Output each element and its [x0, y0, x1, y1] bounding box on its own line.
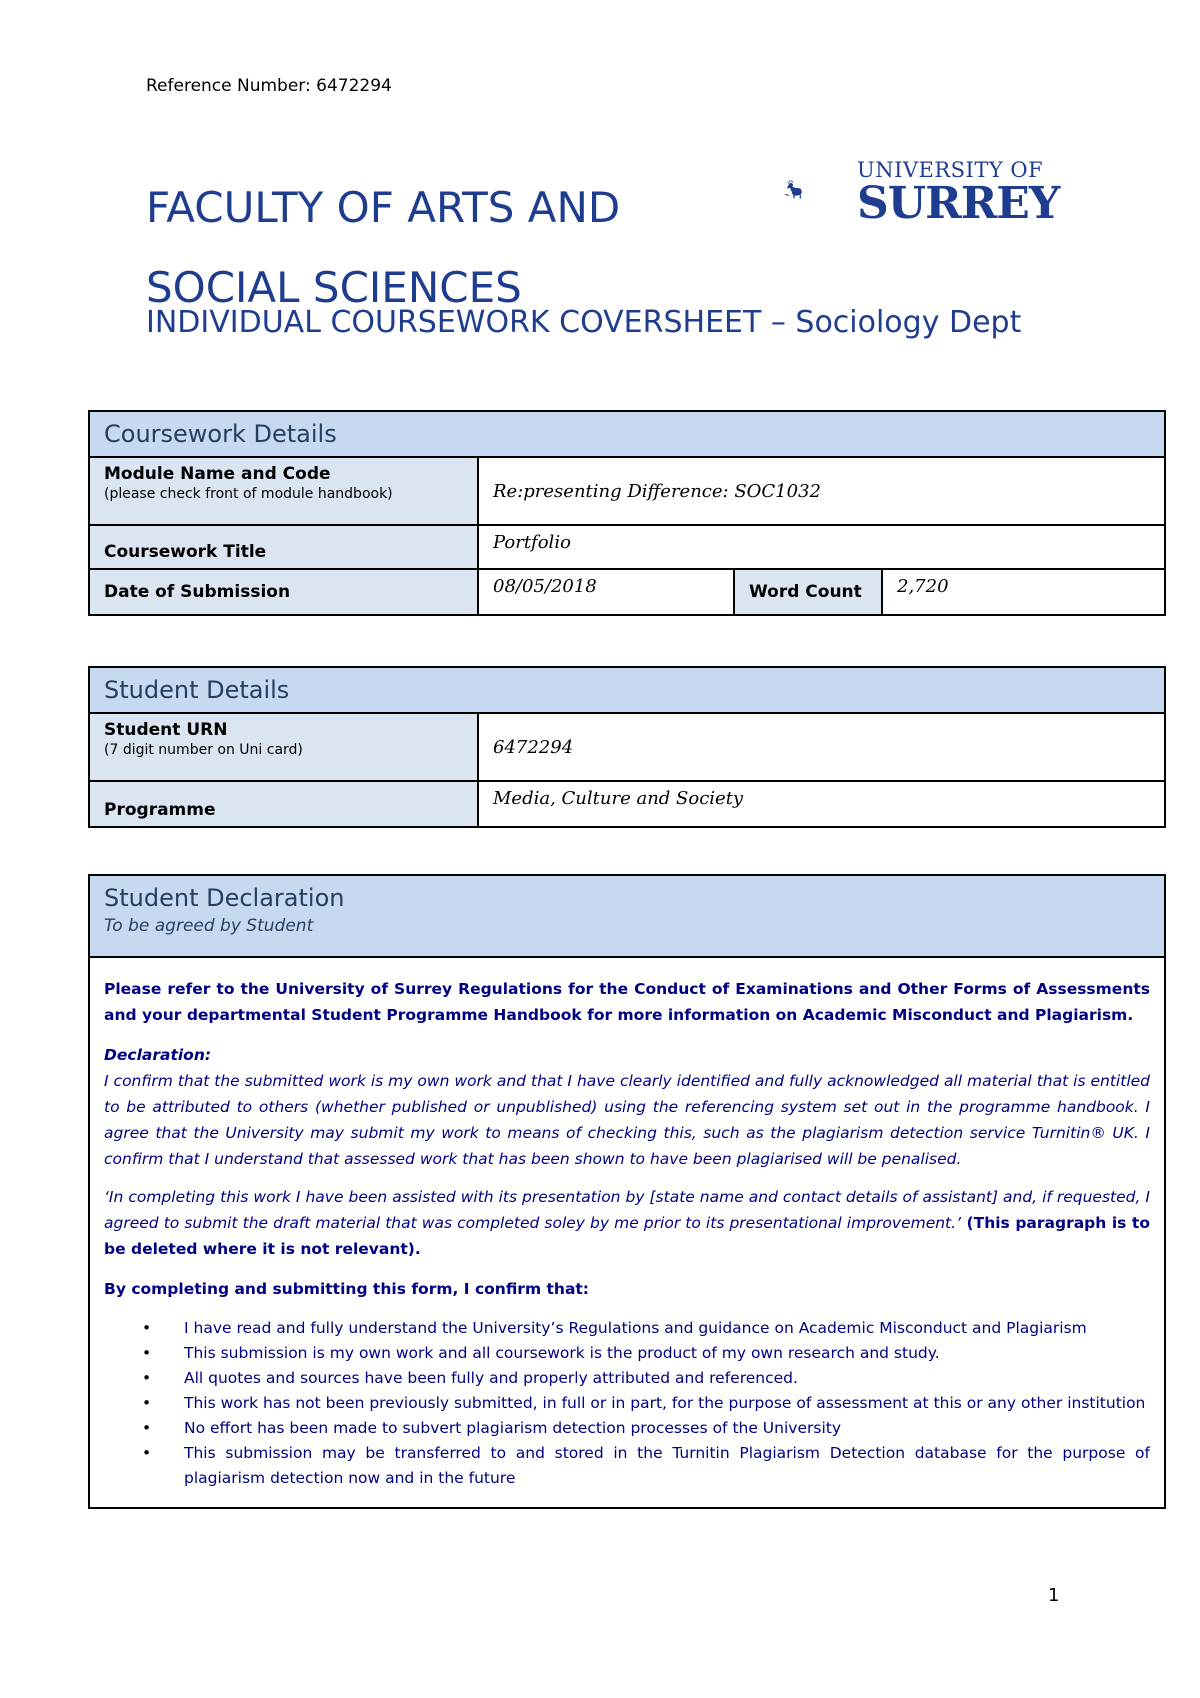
stag-icon: [784, 150, 854, 230]
urn-label-text: Student URN: [104, 720, 228, 740]
confirm-item: • I have read and fully understand the University’s Regulations and guidance on Academic Misconduct and Plagiarism: [184, 1316, 1150, 1341]
coversheet-subtitle: INDIVIDUAL COURSEWORK COVERSHEET – Sociology Dept: [146, 305, 1022, 340]
assistance-note: (This paragraph is to be deleted where it is not relevant).: [104, 1214, 1150, 1258]
coursework-title-value[interactable]: Portfolio: [478, 525, 1165, 569]
declaration-text: I confirm that the submitted work is my own work and that I have clearly identified and fully acknowledged all material that is entitled to be attributed to others (whether published or unpublished) using the referencing system set out in the programme handbook. I agree that the University may submit my work to means of checking this, such as the plagiarism detection service Turnitin® UK. I confirm that I understand that assessed work that has been shown to have been plagiarised will be penalised.: [104, 1072, 1150, 1168]
programme-value[interactable]: Media, Culture and Society: [478, 781, 1165, 827]
confirm-item: • This submission may be transferred to and stored in the Turnitin Plagiarism Detection database for the purpose of plagiarism detection now and in the future: [184, 1441, 1150, 1491]
logo-university-of: UNIVERSITY OF: [857, 158, 1044, 182]
programme-label: Programme: [89, 781, 478, 827]
coursework-details-table: [88, 410, 1166, 616]
declaration-label: Declaration:: [104, 1046, 212, 1064]
reference-number: Reference Number: 6472294: [146, 76, 392, 96]
faculty-title: FACULTY OF ARTS AND SOCIAL SCIENCES: [146, 183, 621, 312]
student-details-header: Student Details: [89, 667, 1165, 713]
confirm-item: • This work has not been previously submitted, in full or in part, for the purpose of assessment at this or any other institution: [184, 1391, 1150, 1416]
declaration-intro: Please refer to the University of Surrey Regulations for the Conduct of Examinations and Other Forms of Assessments and your departmental Student Programme Handbook for more information on Academic Misconduct and Plagiarism.: [104, 980, 1150, 1024]
page-number: 1: [1048, 1585, 1060, 1606]
word-count-value[interactable]: 2,720: [882, 569, 1165, 615]
declaration-body: [89, 957, 1165, 1508]
confirm-list: [104, 1316, 1150, 1491]
date-value[interactable]: 08/05/2018: [478, 569, 734, 615]
declaration-header: [89, 875, 1165, 957]
module-label-note: (please check front of module handbook): [104, 486, 393, 502]
urn-value[interactable]: 6472294: [478, 713, 1165, 781]
urn-label-note: (7 digit number on Uni card): [104, 742, 303, 758]
coursework-title-label: Coursework Title: [89, 525, 478, 569]
student-details-table: [88, 666, 1166, 828]
word-count-label: Word Count: [734, 569, 882, 615]
assistance-text: ‘In completing this work I have been assisted with its presentation by [state name and contact details of assistant] and, if requested, I agreed to submit the draft material that was completed soley by me prior to its presentational improvement.’: [104, 1188, 1150, 1232]
module-value[interactable]: Re:presenting Difference: SOC1032: [478, 457, 1165, 525]
confirm-item: • This submission is my own work and all coursework is the product of my own research and study.: [184, 1341, 1150, 1366]
logo-surrey: SURREY: [857, 178, 1060, 229]
confirm-item: • All quotes and sources have been fully and properly attributed and referenced.: [184, 1366, 1150, 1391]
declaration-subtitle: To be agreed by Student: [104, 916, 314, 936]
student-declaration-table: [88, 874, 1166, 1509]
confirm-item: • No effort has been made to subvert plagiarism detection processes of the University: [184, 1416, 1150, 1441]
coursework-details-header: Coursework Details: [89, 411, 1165, 457]
date-label: Date of Submission: [89, 569, 478, 615]
module-label: [89, 457, 478, 525]
confirm-intro: By completing and submitting this form, I confirm that:: [104, 1280, 590, 1298]
declaration-title: Student Declaration: [104, 884, 345, 912]
urn-label: [89, 713, 478, 781]
module-label-text: Module Name and Code: [104, 464, 331, 484]
